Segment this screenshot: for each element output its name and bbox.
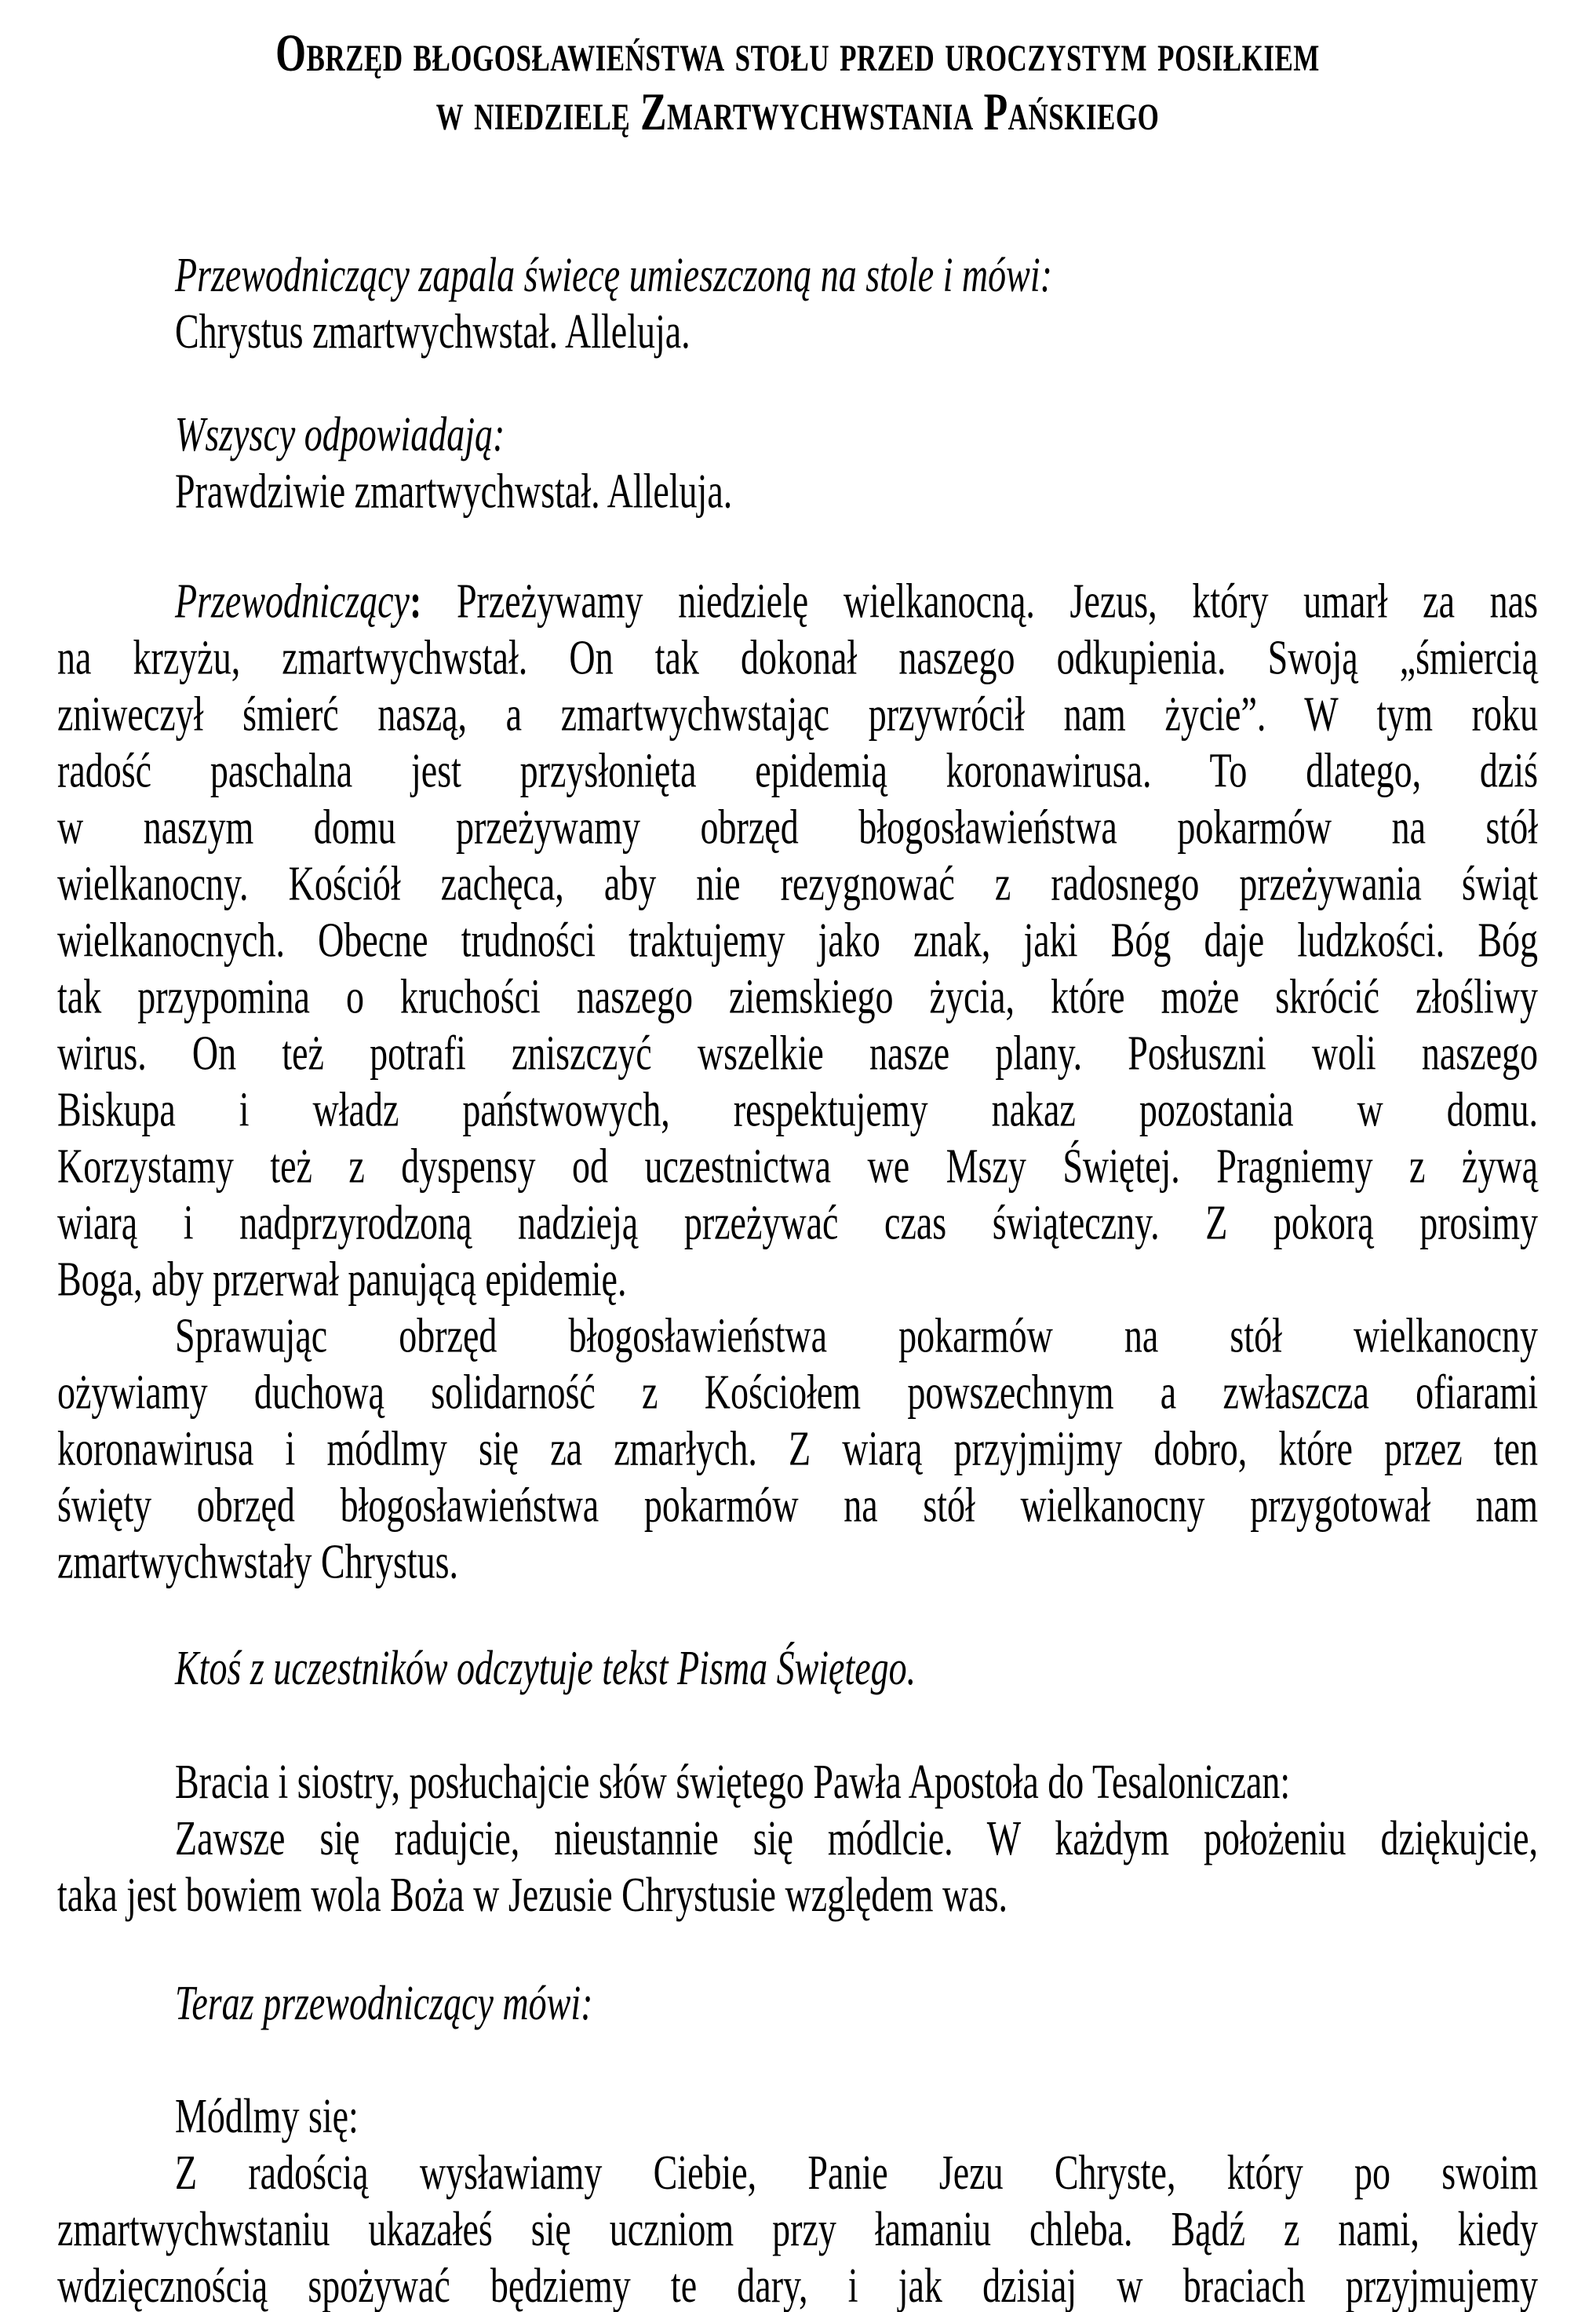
rubric-reader: Ktoś z uczestników odczytuje tekst Pisma Świętego.	[175, 1640, 916, 1695]
rubric-leader-says: Teraz przewodniczący mówi:	[175, 1975, 593, 2030]
para-b-line-2: ożywiamy duchową solidarność z Kościołem powszechnym a zwłaszcza ofiarami	[57, 1364, 1538, 1419]
prayer-line-3: wdzięcznością spożywać będziemy te dary, i jak dzisiaj w braciach przyjmujemy	[57, 2258, 1538, 2312]
para-b-line-5: zmartwychwstały Chrystus.	[57, 1533, 459, 1588]
reading-line-2: taka jest bowiem wola Boża w Jezusie Chrystusie względem was.	[57, 1867, 1008, 1922]
para-a-line-13: Boga, aby przerwał panującą epidemię.	[57, 1251, 627, 1306]
para-a-line-11: Korzystamy też z dyspensy od uczestnictwa we Mszy Świętej. Pragniemy z żywą	[57, 1138, 1538, 1193]
rubric-leader-prayer	[57, 1975, 1538, 2032]
para-b-line-4: święty obrzęd błogosławieństwa pokarmów na stół wielkanocny przygotował nam	[57, 1477, 1538, 1532]
title-line-1: Obrzęd błogosławieństwa stołu przed uroczystym posiłkiem	[275, 23, 1320, 82]
para-a-line-12: wiarą i nadprzyrodzoną nadzieją przeżywać czas świąteczny. Z pokorą prosimy	[57, 1194, 1538, 1249]
title-line-2: w niedzielę Zmartwychwstania Pańskiego	[435, 82, 1160, 141]
prayer-line-1: Z radością wysławiamy Ciebie, Panie Jezu Chryste, który po swoim	[175, 2145, 1538, 2200]
para-b-line-3: koronawirusa i módlmy się za zmarłych. Z wiarą przyjmijmy dobro, które przez ten	[57, 1420, 1538, 1475]
document-title	[57, 24, 1538, 141]
opening-dialogue-all	[57, 407, 1538, 520]
para-a-line-4: radość paschalna jest przysłonięta epidemią koronawirusa. To dlatego, dziś	[57, 742, 1538, 797]
para-a-line-8: tak przypomina o kruchości naszego ziemskiego życia, które może skrócić złośliwy	[57, 968, 1538, 1023]
para-a-line-2: na krzyżu, zmartwychwstał. On tak dokonał naszego odkupienia. Swoją „śmiercią	[57, 629, 1538, 684]
all-acclamation: Prawdziwie zmartwychwstał. Alleluja.	[175, 463, 733, 518]
speaker-colon: :	[409, 573, 422, 628]
rubric-scripture-reading	[57, 1640, 1538, 1697]
para-a-line-10: Biskupa i władz państwowych, respektujemy nakaz pozostania w domu.	[57, 1081, 1538, 1136]
paragraph-solidarity	[57, 1307, 1538, 1590]
reading-intro: Bracia i siostry, posłuchajcie słów świętego Pawła Apostoła do Tesaloniczan:	[175, 1754, 1291, 1809]
scripture-reading	[57, 1754, 1538, 1924]
rubric-celebrant: Przewodniczący zapala świecę umieszczoną na stole i mówi:	[175, 247, 1052, 302]
celebrant-acclamation: Chrystus zmartwychwstał. Alleluja.	[175, 304, 691, 359]
para-a-line-6: wielkanocny. Kościół zachęca, aby nie rezygnować z radosnego przeżywania świąt	[57, 855, 1538, 910]
speaker-name: Przewodniczący	[175, 573, 410, 628]
para-a-line-9: wirus. On też potrafi zniszczyć wszelkie nasze plany. Posłuszni woli naszego	[57, 1025, 1538, 1080]
para-b-line-1: Sprawując obrzęd błogosławieństwa pokarmów na stół wielkanocny	[175, 1307, 1538, 1362]
para-a-line-7: wielkanocnych. Obecne trudności traktujemy jako znak, jaki Bóg daje ludzkości. Bóg	[57, 912, 1538, 967]
para-a-line-5: w naszym domu przeżywamy obrzęd błogosławieństwa pokarmów na stół	[57, 799, 1538, 854]
prayer-call: Módlmy się:	[175, 2088, 359, 2143]
reading-line-1: Zawsze się radujcie, nieustannie się módlcie. W każdym położeniu dziękujcie,	[175, 1811, 1538, 1865]
opening-dialogue-celebrant	[57, 247, 1538, 360]
rubric-all-respond: Wszyscy odpowiadają:	[175, 407, 505, 461]
para-a-line-1-text: Przeżywamy niedzielę wielkanocną. Jezus, który umarł za nas	[421, 573, 1538, 628]
prayer	[57, 2088, 1538, 2312]
prayer-line-2: zmartwychwstaniu ukazałeś się uczniom przy łamaniu chleba. Bądź z nami, kiedy	[57, 2201, 1538, 2256]
paragraph-leader-introduction	[57, 573, 1538, 1307]
para-a-line-3: zniweczył śmierć naszą, a zmartwychwstając przywrócił nam życie”. W tym roku	[57, 686, 1538, 741]
